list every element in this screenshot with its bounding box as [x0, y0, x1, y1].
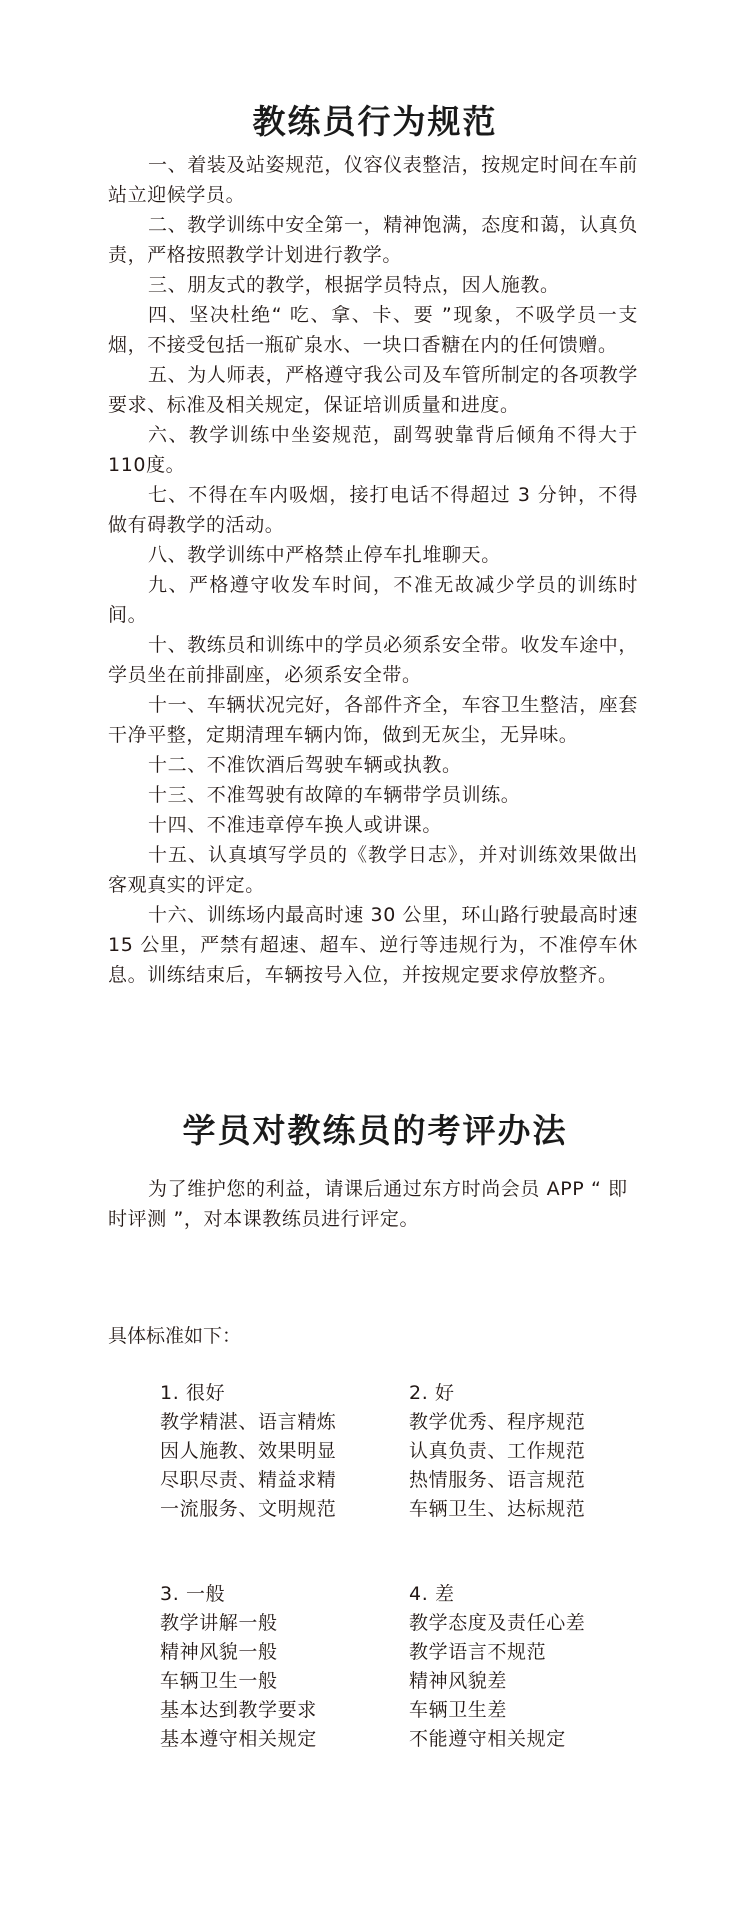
- grade-criterion: 教学优秀、程序规范: [409, 1411, 586, 1433]
- grade-criterion: 车辆卫生一般: [160, 1670, 278, 1692]
- grade-criterion: 热情服务、语言规范: [409, 1469, 586, 1491]
- grade-title: 2. 好: [409, 1382, 455, 1404]
- conduct-title: 教练员行为规范: [252, 102, 498, 141]
- grade-criterion: 因人施教、效果明显: [160, 1440, 337, 1462]
- rule-item: 二、教学训练中安全第一，精神饱满，态度和蔼，认真负责，严格按照教学计划进行教学。: [108, 214, 639, 266]
- rule-item: 四、坚决杜绝“ 吃、拿、卡、要 ”现象，不吸学员一支烟，不接受包括一瓶矿泉水、一块口香糖在内的任何馈赠。: [108, 304, 638, 356]
- grade-criterion: 基本达到教学要求: [160, 1699, 317, 1721]
- criteria-heading: 具体标准如下：: [108, 1325, 242, 1347]
- grade-criterion: 基本遵守相关规定: [160, 1728, 317, 1750]
- rule-item: 六、教学训练中坐姿规范，副驾驶靠背后倾角不得大于110度。: [108, 424, 638, 476]
- rule-item: 三、朋友式的教学，根据学员特点，因人施教。: [148, 274, 560, 296]
- grade-criterion: 教学态度及责任心差: [409, 1612, 586, 1634]
- grade-title: 4. 差: [409, 1583, 455, 1605]
- grade-criterion: 车辆卫生差: [409, 1699, 508, 1721]
- grade-title: 3. 一般: [160, 1583, 226, 1605]
- grade-criterion: 一流服务、文明规范: [160, 1498, 337, 1520]
- grade-very-good: [160, 1379, 410, 1524]
- evaluation-title: 学员对教练员的考评办法: [182, 1111, 568, 1150]
- grade-average: [160, 1580, 410, 1754]
- conduct-rules-list: [108, 150, 638, 990]
- rule-item: 一、着装及站姿规范，仪容仪表整洁，按规定时间在车前站立迎候学员。: [108, 154, 639, 206]
- grade-poor: [409, 1580, 659, 1754]
- rule-item: 八、教学训练中严格禁止停车扎堆聊天。: [148, 544, 501, 566]
- rule-item: 十二、不准饮酒后驾驶车辆或执教。: [148, 754, 462, 776]
- grade-criterion: 教学语言不规范: [409, 1641, 547, 1663]
- grade-criterion: 不能遵守相关规定: [409, 1728, 566, 1750]
- rule-item: 十五、认真填写学员的《教学日志》，并对训练效果做出客观真实的评定。: [108, 844, 638, 896]
- evaluation-intro: 为了维护您的利益，请课后通过东方时尚会员 APP “ 即时评测 ”，对本课教练员进行评定。: [108, 1178, 628, 1230]
- grade-title: 1. 很好: [160, 1382, 226, 1404]
- rule-item: 五、为人师表，严格遵守我公司及车管所制定的各项教学要求、标准及相关规定，保证培训质量和进度。: [108, 364, 639, 416]
- rule-item: 十六、训练场内最高时速 30 公里，环山路行驶最高时速 15 公里，严禁有超速、超车、逆行等违规行为，不准停车休息。训练结束后，车辆按号入位，并按规定要求停放整齐。: [108, 904, 638, 986]
- grade-criterion: 教学讲解一般: [160, 1612, 278, 1634]
- rule-item: 十三、不准驾驶有故障的车辆带学员训练。: [148, 784, 521, 806]
- grade-criterion: 教学精湛、语言精炼: [160, 1411, 337, 1433]
- rule-item: 十四、不准违章停车换人或讲课。: [148, 814, 443, 836]
- rule-item: 十一、车辆状况完好，各部件齐全，车容卫生整洁，座套干净平整，定期清理车辆内饰，做到无灰尘，无异味。: [108, 694, 639, 746]
- rule-item: 七、不得在车内吸烟，接打电话不得超过 3 分钟，不得做有碍教学的活动。: [108, 484, 638, 536]
- rule-item: 九、严格遵守收发车时间，不准无故减少学员的训练时间。: [108, 574, 638, 626]
- grade-criterion: 尽职尽责、精益求精: [160, 1469, 337, 1491]
- grade-good: [409, 1379, 659, 1524]
- rule-item: 十、教练员和训练中的学员必须系安全带。收发车途中，学员坐在前排副座，必须系安全带。: [108, 634, 639, 686]
- grade-criterion: 精神风貌一般: [160, 1641, 278, 1663]
- grade-criterion: 车辆卫生、达标规范: [409, 1498, 586, 1520]
- grade-criterion: 认真负责、工作规范: [409, 1440, 586, 1462]
- grade-criterion: 精神风貌差: [409, 1670, 508, 1692]
